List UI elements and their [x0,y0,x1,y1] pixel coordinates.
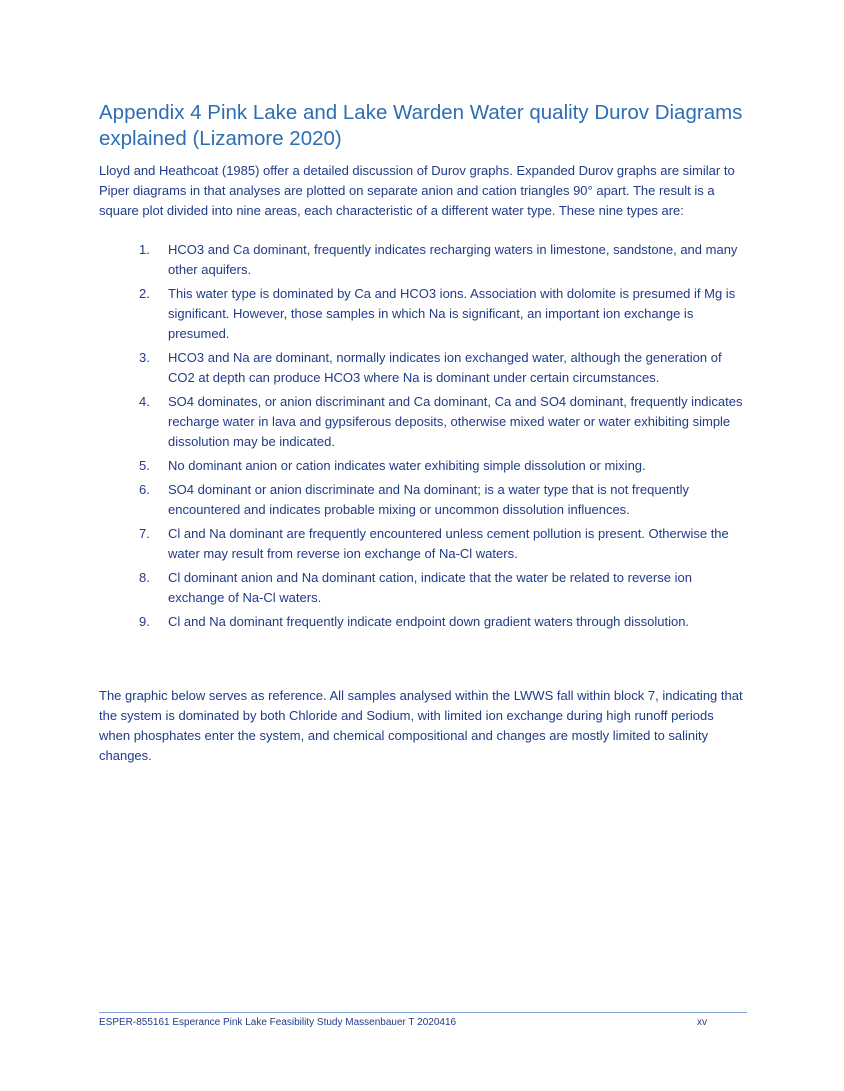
list-item-number: 1. [139,242,150,257]
footer-document-reference: ESPER-855161 Esperance Pink Lake Feasibility Study Massenbauer T 2020416 [99,1017,457,1028]
list-item [99,392,745,452]
list-item [99,348,745,388]
list-item [99,480,745,520]
list-item [99,524,745,564]
list-item-text: HCO3 and Na are dominant, normally indicates ion exchanged water, although the generation of CO2 at depth can produce HCO3 where Na is dominant under certain circumstances. [168,350,722,385]
list-item-number: 5. [139,458,150,473]
list-item-text: SO4 dominant or anion discriminate and Na dominant; is a water type that is not frequently encountered and indicates probable mixing or uncommon dissolution influences. [168,482,690,517]
water-type-list [99,240,745,636]
footer-page-number: xv [697,1017,707,1028]
list-item [99,612,745,632]
list-item [99,456,745,476]
list-item-text: Cl and Na dominant frequently indicate endpoint down gradient waters through dissolution. [168,614,690,629]
list-item-number: 6. [139,482,150,497]
list-item-text: This water type is dominated by Ca and HCO3 ions. Association with dolomite is presumed if Mg is significant. However, those samples in which Na is significant, an important ion exchange is presumed. [168,286,736,341]
intro-paragraph: Lloyd and Heathcoat (1985) offer a detailed discussion of Durov graphs. Expanded Durov graphs are similar to Piper diagrams in that analyses are plotted on separate anion and cation triangles 90° apart. The result is a square plot divided into nine areas, each characteristic of a different water type. These nine types are: [99,163,735,218]
list-item [99,568,745,608]
list-item-text: Cl dominant anion and Na dominant cation, indicate that the water be related to reverse ion exchange of Na-Cl waters. [168,570,692,605]
appendix-heading: Appendix 4 Pink Lake and Lake Warden Water quality Durov Diagrams explained (Lizamore 2020) [99,101,743,150]
closing-paragraph: The graphic below serves as reference. All samples analysed within the LWWS fall within block 7, indicating that the system is dominated by both Chloride and Sodium, with limited ion exchange during high runoff periods when phosphates enter the system, and chemical compositional and changes are mostly limited to salinity changes. [99,688,743,763]
list-item-number: 4. [139,394,150,409]
list-item [99,284,745,344]
list-item-number: 8. [139,570,150,585]
list-item-number: 3. [139,350,150,365]
list-item-number: 7. [139,526,150,541]
list-item-text: HCO3 and Ca dominant, frequently indicates recharging waters in limestone, sandstone, and many other aquifers. [168,242,738,277]
list-item-text: SO4 dominates, or anion discriminant and Ca dominant, Ca and SO4 dominant, frequently indicates recharge water in lava and gypsiferous deposits, otherwise mixed water or water exhibiting simple dissolution may be indicated. [168,394,743,449]
footer-divider [99,1012,747,1013]
list-item [99,240,745,280]
list-item-number: 9. [139,614,150,629]
list-item-text: Cl and Na dominant are frequently encountered unless cement pollution is present. Otherwise the water may result from reverse ion exchange of Na-Cl waters. [168,526,729,561]
list-item-text: No dominant anion or cation indicates water exhibiting simple dissolution or mixing. [168,458,646,473]
list-item-number: 2. [139,286,150,301]
